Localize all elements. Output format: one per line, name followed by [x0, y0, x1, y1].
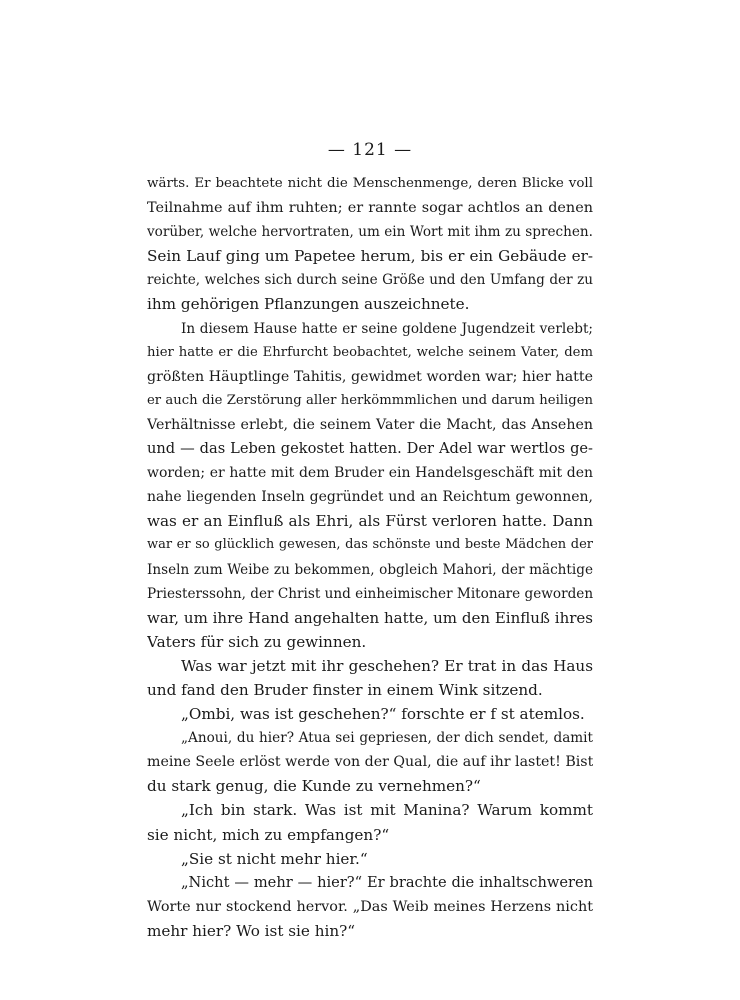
- text-line: Teilnahme auf ihm ruhten; er rannte sogar achtlos an denen: [147, 200, 593, 217]
- text-line: nahe liegenden Inseln gegründet und an Reichtum gewonnen,: [147, 489, 593, 506]
- text-line: meine Seele erlöst werde von der Qual, die auf ihr lastet! Bist: [147, 754, 593, 771]
- text-line: war er so glücklich gewesen, das schönste und beste Mädchen der: [147, 537, 593, 553]
- text-line: „Ich bin stark. Was ist mit Manina? Warum kommt: [181, 801, 593, 820]
- text-line: „Nicht — mehr — hier?“ Er brachte die inhaltschweren: [181, 873, 593, 891]
- text-line: Verhältnisse erlebt, die seinem Vater die Macht, das Ansehen: [147, 416, 593, 433]
- text-line: „Ombi, was ist geschehen?“ forschte er f st atemlos.: [181, 705, 585, 724]
- text-line: Vaters für sich zu gewinnen.: [147, 632, 367, 651]
- text-line: er auch die Zerstörung aller herkömmmlichen und darum heiligen: [147, 392, 593, 408]
- page-number: — 121 —: [327, 140, 413, 160]
- text-line: ihm gehörigen Pflanzungen auszeichnete.: [147, 295, 470, 314]
- text-line: hier hatte er die Ehrfurcht beobachtet, welche seinem Vater, dem: [147, 344, 593, 360]
- text-line: und — das Leben gekostet hatten. Der Adel war wertlos ge-: [147, 440, 593, 458]
- text-line: „Sie st nicht mehr hier.“: [181, 849, 368, 868]
- text-line: Worte nur stockend hervor. „Das Weib meines Herzens nicht: [147, 898, 593, 915]
- text-line: Sein Lauf ging um Papetee herum, bis er ein Gebäude er-: [147, 247, 593, 266]
- text-line: wärts. Er beachtete nicht die Menschenmenge, deren Blicke voll: [147, 176, 593, 191]
- body-text: [147, 172, 593, 943]
- text-line: mehr hier? Wo ist sie hin?“: [147, 921, 356, 940]
- text-line: vorüber, welche hervortraten, um ein Wort mit ihm zu sprechen.: [147, 224, 593, 241]
- text-line: In diesem Hause hatte er seine goldene Jugendzeit verlebt;: [181, 320, 593, 337]
- text-line: was er an Einfluß als Ehri, als Fürst verloren hatte. Dann: [147, 512, 593, 531]
- text-line: du stark genug, die Kunde zu vernehmen?“: [147, 777, 481, 796]
- text-line: und fand den Bruder finster in einem Wink sitzend.: [147, 680, 543, 699]
- text-line: größten Häuptlinge Tahitis, gewidmet worden war; hier hatte: [147, 368, 593, 385]
- text-line: worden; er hatte mit dem Bruder ein Handelsgeschäft mit den: [147, 465, 593, 482]
- text-line: sie nicht, mich zu empfangen?“: [147, 825, 390, 844]
- text-line: Was war jetzt mit ihr geschehen? Er trat in das Haus: [181, 656, 593, 675]
- text-line: war, um ihre Hand angehalten hatte, um den Einfluß ihres: [147, 608, 593, 627]
- text-line: Inseln zum Weibe zu bekommen, obgleich Mahori, der mächtige: [147, 561, 593, 578]
- text-line: reichte, welches sich durch seine Größe und den Umfang der zu: [147, 272, 593, 289]
- text-line: Priesterssohn, der Christ und einheimischer Mitonare geworden: [147, 585, 593, 602]
- text-line: „Anoui, du hier? Atua sei gepriesen, der dich sendet, damit: [181, 730, 593, 747]
